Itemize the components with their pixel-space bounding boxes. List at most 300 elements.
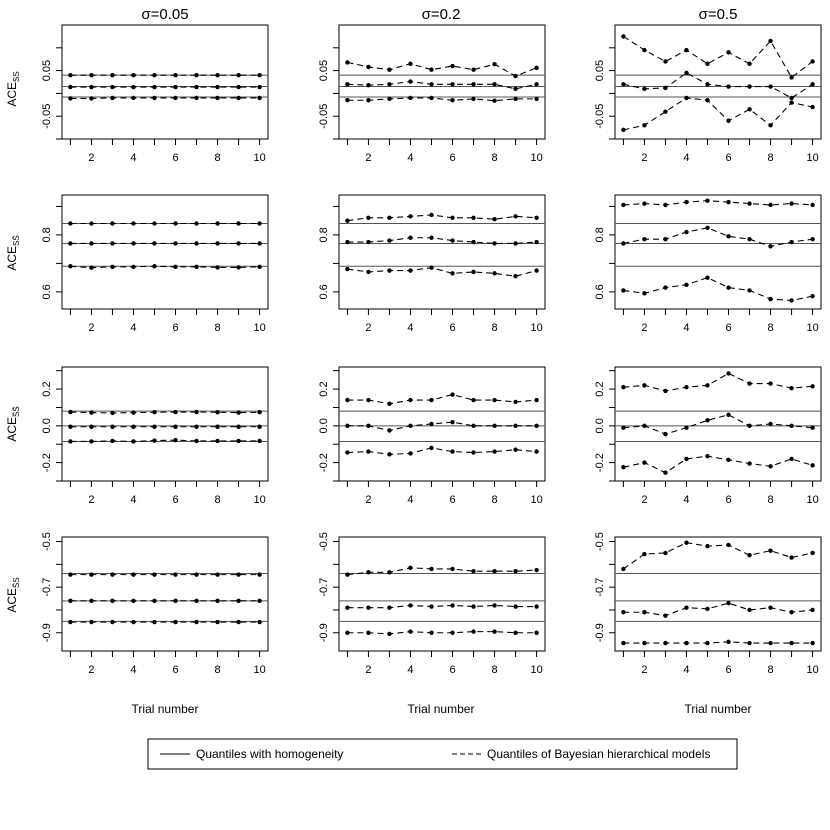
legend-solid-label: Quantiles with homogeneity xyxy=(196,747,344,761)
x-tick-label: 2 xyxy=(88,494,95,506)
data-point xyxy=(492,569,496,573)
data-point xyxy=(173,620,177,624)
y-tick-label: -0.05 xyxy=(594,103,606,129)
data-point xyxy=(684,230,688,234)
data-point xyxy=(110,620,114,624)
x-tick-label: 2 xyxy=(641,494,648,506)
data-point xyxy=(345,218,349,222)
data-point xyxy=(236,265,240,269)
data-point xyxy=(684,605,688,609)
bayesian-quantile-series-1 xyxy=(347,62,536,76)
x-tick-label: 6 xyxy=(725,322,732,334)
data-point xyxy=(68,425,72,429)
panel-r4-c2 xyxy=(318,532,545,676)
data-point xyxy=(257,572,261,576)
panel-r2-c1 xyxy=(41,195,268,334)
data-point xyxy=(366,65,370,69)
data-point xyxy=(621,425,625,429)
data-point xyxy=(345,240,349,244)
data-point xyxy=(194,73,198,77)
data-point xyxy=(236,73,240,77)
panel-r3-c3 xyxy=(594,367,821,506)
data-point xyxy=(194,439,198,443)
x-tick-label: 8 xyxy=(214,152,221,164)
data-point xyxy=(534,240,538,244)
data-point xyxy=(768,297,772,301)
data-point xyxy=(215,439,219,443)
x-tick-label: 6 xyxy=(725,152,732,164)
x-axis-label-2: Trial number xyxy=(407,702,475,716)
data-point xyxy=(429,398,433,402)
data-point xyxy=(705,98,709,102)
x-tick-label: 10 xyxy=(530,494,543,506)
data-point xyxy=(408,62,412,66)
bayesian-quantile-series-2 xyxy=(623,415,812,434)
data-point xyxy=(89,572,93,576)
data-point xyxy=(684,385,688,389)
data-point xyxy=(450,567,454,571)
x-axis-labels xyxy=(132,702,752,716)
y-tick-label: 0.0 xyxy=(318,418,330,434)
data-point xyxy=(705,418,709,422)
y-tick-label: 0.05 xyxy=(41,59,53,82)
data-point xyxy=(705,226,709,230)
data-point xyxy=(110,599,114,603)
bayesian-quantile-series-3 xyxy=(347,448,536,454)
data-point xyxy=(513,424,517,428)
data-point xyxy=(366,83,370,87)
bayesian-quantile-series-1 xyxy=(623,36,812,77)
data-point xyxy=(236,96,240,100)
data-point xyxy=(789,555,793,559)
data-point xyxy=(408,79,412,83)
data-point xyxy=(387,238,391,242)
data-point xyxy=(663,109,667,113)
data-point xyxy=(747,288,751,292)
data-point xyxy=(366,449,370,453)
data-point xyxy=(810,384,814,388)
data-point xyxy=(789,240,793,244)
data-point xyxy=(705,82,709,86)
data-point xyxy=(236,221,240,225)
data-point xyxy=(215,265,219,269)
data-point xyxy=(236,599,240,603)
data-point xyxy=(429,96,433,100)
panel-frame xyxy=(615,25,821,139)
bayesian-quantile-series-3 xyxy=(347,632,536,634)
data-point xyxy=(408,603,412,607)
data-point xyxy=(621,34,625,38)
panel-r3-c2 xyxy=(318,367,545,506)
data-point xyxy=(387,605,391,609)
data-point xyxy=(429,446,433,450)
data-point xyxy=(471,604,475,608)
data-point xyxy=(768,464,772,468)
data-point xyxy=(152,96,156,100)
y-tick-label: -0.9 xyxy=(41,623,53,643)
data-point xyxy=(789,96,793,100)
data-point xyxy=(726,543,730,547)
data-point xyxy=(173,96,177,100)
data-point xyxy=(131,439,135,443)
data-point xyxy=(257,85,261,89)
bayesian-quantile-series-1 xyxy=(70,412,259,413)
data-point xyxy=(110,439,114,443)
data-point xyxy=(173,241,177,245)
x-tick-label: 2 xyxy=(88,152,95,164)
data-point xyxy=(429,567,433,571)
x-tick-label: 8 xyxy=(491,152,498,164)
data-point xyxy=(131,221,135,225)
data-point xyxy=(747,84,751,88)
data-point xyxy=(450,420,454,424)
data-point xyxy=(429,82,433,86)
x-tick-label: 10 xyxy=(530,322,543,334)
data-point xyxy=(387,268,391,272)
x-tick-label: 6 xyxy=(449,494,456,506)
data-point xyxy=(257,439,261,443)
data-point xyxy=(345,60,349,64)
data-point xyxy=(68,572,72,576)
panel-frame xyxy=(62,537,268,651)
data-point xyxy=(471,216,475,220)
y-tick-label: -0.7 xyxy=(41,577,53,597)
data-point xyxy=(173,572,177,576)
data-point xyxy=(642,237,646,241)
data-point xyxy=(450,238,454,242)
data-point xyxy=(471,240,475,244)
data-point xyxy=(450,631,454,635)
data-point xyxy=(236,85,240,89)
data-point xyxy=(408,268,412,272)
data-point xyxy=(215,221,219,225)
panel-frame xyxy=(62,367,268,481)
column-title-1: σ=0.05 xyxy=(141,6,189,23)
data-point xyxy=(257,73,261,77)
data-point xyxy=(663,86,667,90)
data-point xyxy=(513,274,517,278)
row-label-2: $ACE_{SS̄}$ xyxy=(5,235,21,271)
data-point xyxy=(89,221,93,225)
data-point xyxy=(131,599,135,603)
data-point xyxy=(726,84,730,88)
data-point xyxy=(408,566,412,570)
data-point xyxy=(429,631,433,635)
data-point xyxy=(471,450,475,454)
data-point xyxy=(236,572,240,576)
data-point xyxy=(768,203,772,207)
row-labels xyxy=(5,71,21,612)
data-point xyxy=(89,599,93,603)
data-point xyxy=(663,389,667,393)
data-point xyxy=(747,553,751,557)
data-point xyxy=(534,97,538,101)
y-tick-label: -0.05 xyxy=(41,103,53,129)
x-tick-label: 2 xyxy=(365,494,372,506)
panels xyxy=(41,25,821,676)
data-point xyxy=(726,371,730,375)
x-tick-label: 6 xyxy=(172,494,179,506)
x-tick-label: 6 xyxy=(449,322,456,334)
x-tick-label: 4 xyxy=(130,152,137,164)
data-point xyxy=(534,398,538,402)
bayesian-quantile-series-2 xyxy=(347,82,536,89)
data-point xyxy=(131,572,135,576)
panel-r4-c1 xyxy=(41,532,268,676)
data-point xyxy=(789,610,793,614)
data-point xyxy=(152,73,156,77)
x-tick-label: 4 xyxy=(407,494,414,506)
data-point xyxy=(89,439,93,443)
data-point xyxy=(513,241,517,245)
data-point xyxy=(513,569,517,573)
data-point xyxy=(215,73,219,77)
data-point xyxy=(450,603,454,607)
data-point xyxy=(471,569,475,573)
data-point xyxy=(705,199,709,203)
x-tick-label: 8 xyxy=(491,322,498,334)
data-point xyxy=(747,381,751,385)
data-point xyxy=(705,275,709,279)
data-point xyxy=(366,98,370,102)
x-tick-label: 2 xyxy=(88,322,95,334)
bayesian-quantile-series-2 xyxy=(347,605,536,607)
data-point xyxy=(642,460,646,464)
data-point xyxy=(68,599,72,603)
data-point xyxy=(345,424,349,428)
data-point xyxy=(257,410,261,414)
x-tick-label: 8 xyxy=(214,494,221,506)
y-tick-label: -0.9 xyxy=(594,623,606,643)
data-point xyxy=(366,240,370,244)
data-point xyxy=(366,216,370,220)
data-point xyxy=(684,48,688,52)
data-point xyxy=(408,451,412,455)
data-point xyxy=(684,96,688,100)
panel-frame xyxy=(339,25,545,139)
data-point xyxy=(726,413,730,417)
data-point xyxy=(642,48,646,52)
data-point xyxy=(789,424,793,428)
data-point xyxy=(68,410,72,414)
data-point xyxy=(110,221,114,225)
data-point xyxy=(68,96,72,100)
data-point xyxy=(726,50,730,54)
data-point xyxy=(68,439,72,443)
data-point xyxy=(215,620,219,624)
column-title-3: σ=0.5 xyxy=(698,6,738,23)
data-point xyxy=(705,62,709,66)
data-point xyxy=(110,572,114,576)
y-tick-label: 0.05 xyxy=(318,59,330,82)
x-tick-label: 4 xyxy=(130,322,137,334)
y-tick-label: -0.05 xyxy=(318,103,330,129)
column-title-2: σ=0.2 xyxy=(421,6,461,23)
bayesian-quantile-series-3 xyxy=(347,268,536,277)
data-point xyxy=(131,265,135,269)
data-point xyxy=(173,599,177,603)
data-point xyxy=(194,221,198,225)
data-point xyxy=(194,96,198,100)
data-point xyxy=(684,457,688,461)
data-point xyxy=(257,241,261,245)
x-tick-label: 10 xyxy=(806,152,819,164)
panel-r2-c2 xyxy=(318,195,545,334)
data-point xyxy=(789,298,793,302)
y-tick-label: 0.0 xyxy=(594,418,606,434)
data-point xyxy=(173,438,177,442)
x-tick-label: 2 xyxy=(641,664,648,676)
data-point xyxy=(194,620,198,624)
data-point xyxy=(747,641,751,645)
x-tick-label: 6 xyxy=(172,322,179,334)
data-point xyxy=(621,288,625,292)
data-point xyxy=(345,450,349,454)
data-point xyxy=(534,631,538,635)
data-point xyxy=(408,398,412,402)
data-point xyxy=(663,59,667,63)
x-tick-label: 10 xyxy=(253,664,266,676)
x-tick-label: 2 xyxy=(88,664,95,676)
data-point xyxy=(131,410,135,414)
y-tick-label: 0.05 xyxy=(594,59,606,82)
data-point xyxy=(513,214,517,218)
data-point xyxy=(663,237,667,241)
data-point xyxy=(345,98,349,102)
panel-frame xyxy=(339,195,545,309)
data-point xyxy=(663,613,667,617)
data-point xyxy=(810,641,814,645)
data-point xyxy=(215,425,219,429)
data-point xyxy=(810,237,814,241)
data-point xyxy=(492,424,496,428)
y-tick-label: 0.8 xyxy=(594,227,606,243)
data-point xyxy=(747,62,751,66)
data-point xyxy=(68,221,72,225)
data-point xyxy=(387,82,391,86)
data-point xyxy=(810,425,814,429)
bayesian-quantile-series-2 xyxy=(623,603,812,616)
x-tick-label: 2 xyxy=(365,152,372,164)
panel-frame xyxy=(339,367,545,481)
data-point xyxy=(131,85,135,89)
data-point xyxy=(492,271,496,275)
data-point xyxy=(236,241,240,245)
x-tick-label: 8 xyxy=(214,664,221,676)
data-point xyxy=(747,201,751,205)
x-tick-label: 10 xyxy=(530,152,543,164)
x-axis-label-3: Trial number xyxy=(684,702,752,716)
data-point xyxy=(471,270,475,274)
row-label-1: $ACE_{SS}$ xyxy=(5,71,21,107)
data-point xyxy=(387,97,391,101)
x-tick-label: 4 xyxy=(683,322,690,334)
data-point xyxy=(471,82,475,86)
y-tick-label: -0.5 xyxy=(318,532,330,552)
data-point xyxy=(215,241,219,245)
data-point xyxy=(768,605,772,609)
data-point xyxy=(68,264,72,268)
y-tick-label: 0.2 xyxy=(318,381,330,397)
bayesian-quantile-series-1 xyxy=(623,543,812,569)
x-tick-label: 8 xyxy=(767,494,774,506)
data-point xyxy=(768,84,772,88)
x-tick-label: 10 xyxy=(806,494,819,506)
data-point xyxy=(215,410,219,414)
data-point xyxy=(152,599,156,603)
x-tick-label: 6 xyxy=(449,664,456,676)
data-point xyxy=(747,107,751,111)
data-point xyxy=(194,425,198,429)
data-point xyxy=(366,398,370,402)
panel-frame xyxy=(62,195,268,309)
data-point xyxy=(684,200,688,204)
data-point xyxy=(768,548,772,552)
data-point xyxy=(810,551,814,555)
data-point xyxy=(471,67,475,71)
bayesian-quantile-series-3 xyxy=(623,456,812,473)
data-point xyxy=(450,82,454,86)
data-point xyxy=(387,67,391,71)
x-tick-label: 6 xyxy=(449,152,456,164)
legend-dashed-label: Quantiles of Bayesian hierarchical models xyxy=(487,747,711,761)
column-titles xyxy=(141,6,737,23)
x-tick-label: 4 xyxy=(683,664,690,676)
x-tick-label: 10 xyxy=(806,664,819,676)
data-point xyxy=(450,216,454,220)
data-point xyxy=(408,236,412,240)
data-point xyxy=(215,599,219,603)
data-point xyxy=(621,385,625,389)
data-point xyxy=(642,610,646,614)
data-point xyxy=(684,425,688,429)
data-point xyxy=(152,572,156,576)
data-point xyxy=(194,599,198,603)
data-point xyxy=(429,422,433,426)
data-point xyxy=(131,425,135,429)
data-point xyxy=(89,241,93,245)
x-tick-label: 8 xyxy=(767,152,774,164)
x-tick-label: 2 xyxy=(365,322,372,334)
data-point xyxy=(471,398,475,402)
data-point xyxy=(450,449,454,453)
data-point xyxy=(450,64,454,68)
data-point xyxy=(110,241,114,245)
x-tick-label: 10 xyxy=(253,494,266,506)
data-point xyxy=(810,82,814,86)
data-point xyxy=(387,216,391,220)
x-axis-label-1: Trial number xyxy=(131,702,199,716)
data-point xyxy=(236,620,240,624)
data-point xyxy=(642,123,646,127)
data-point xyxy=(789,201,793,205)
data-point xyxy=(173,265,177,269)
y-tick-label: -0.9 xyxy=(318,623,330,643)
data-point xyxy=(152,620,156,624)
x-tick-label: 4 xyxy=(407,322,414,334)
data-point xyxy=(492,398,496,402)
x-tick-label: 8 xyxy=(491,664,498,676)
data-point xyxy=(345,605,349,609)
data-point xyxy=(513,448,517,452)
x-tick-label: 10 xyxy=(253,152,266,164)
data-point xyxy=(110,265,114,269)
data-point xyxy=(345,267,349,271)
data-point xyxy=(513,74,517,78)
data-point xyxy=(684,71,688,75)
data-point xyxy=(110,96,114,100)
data-point xyxy=(663,432,667,436)
